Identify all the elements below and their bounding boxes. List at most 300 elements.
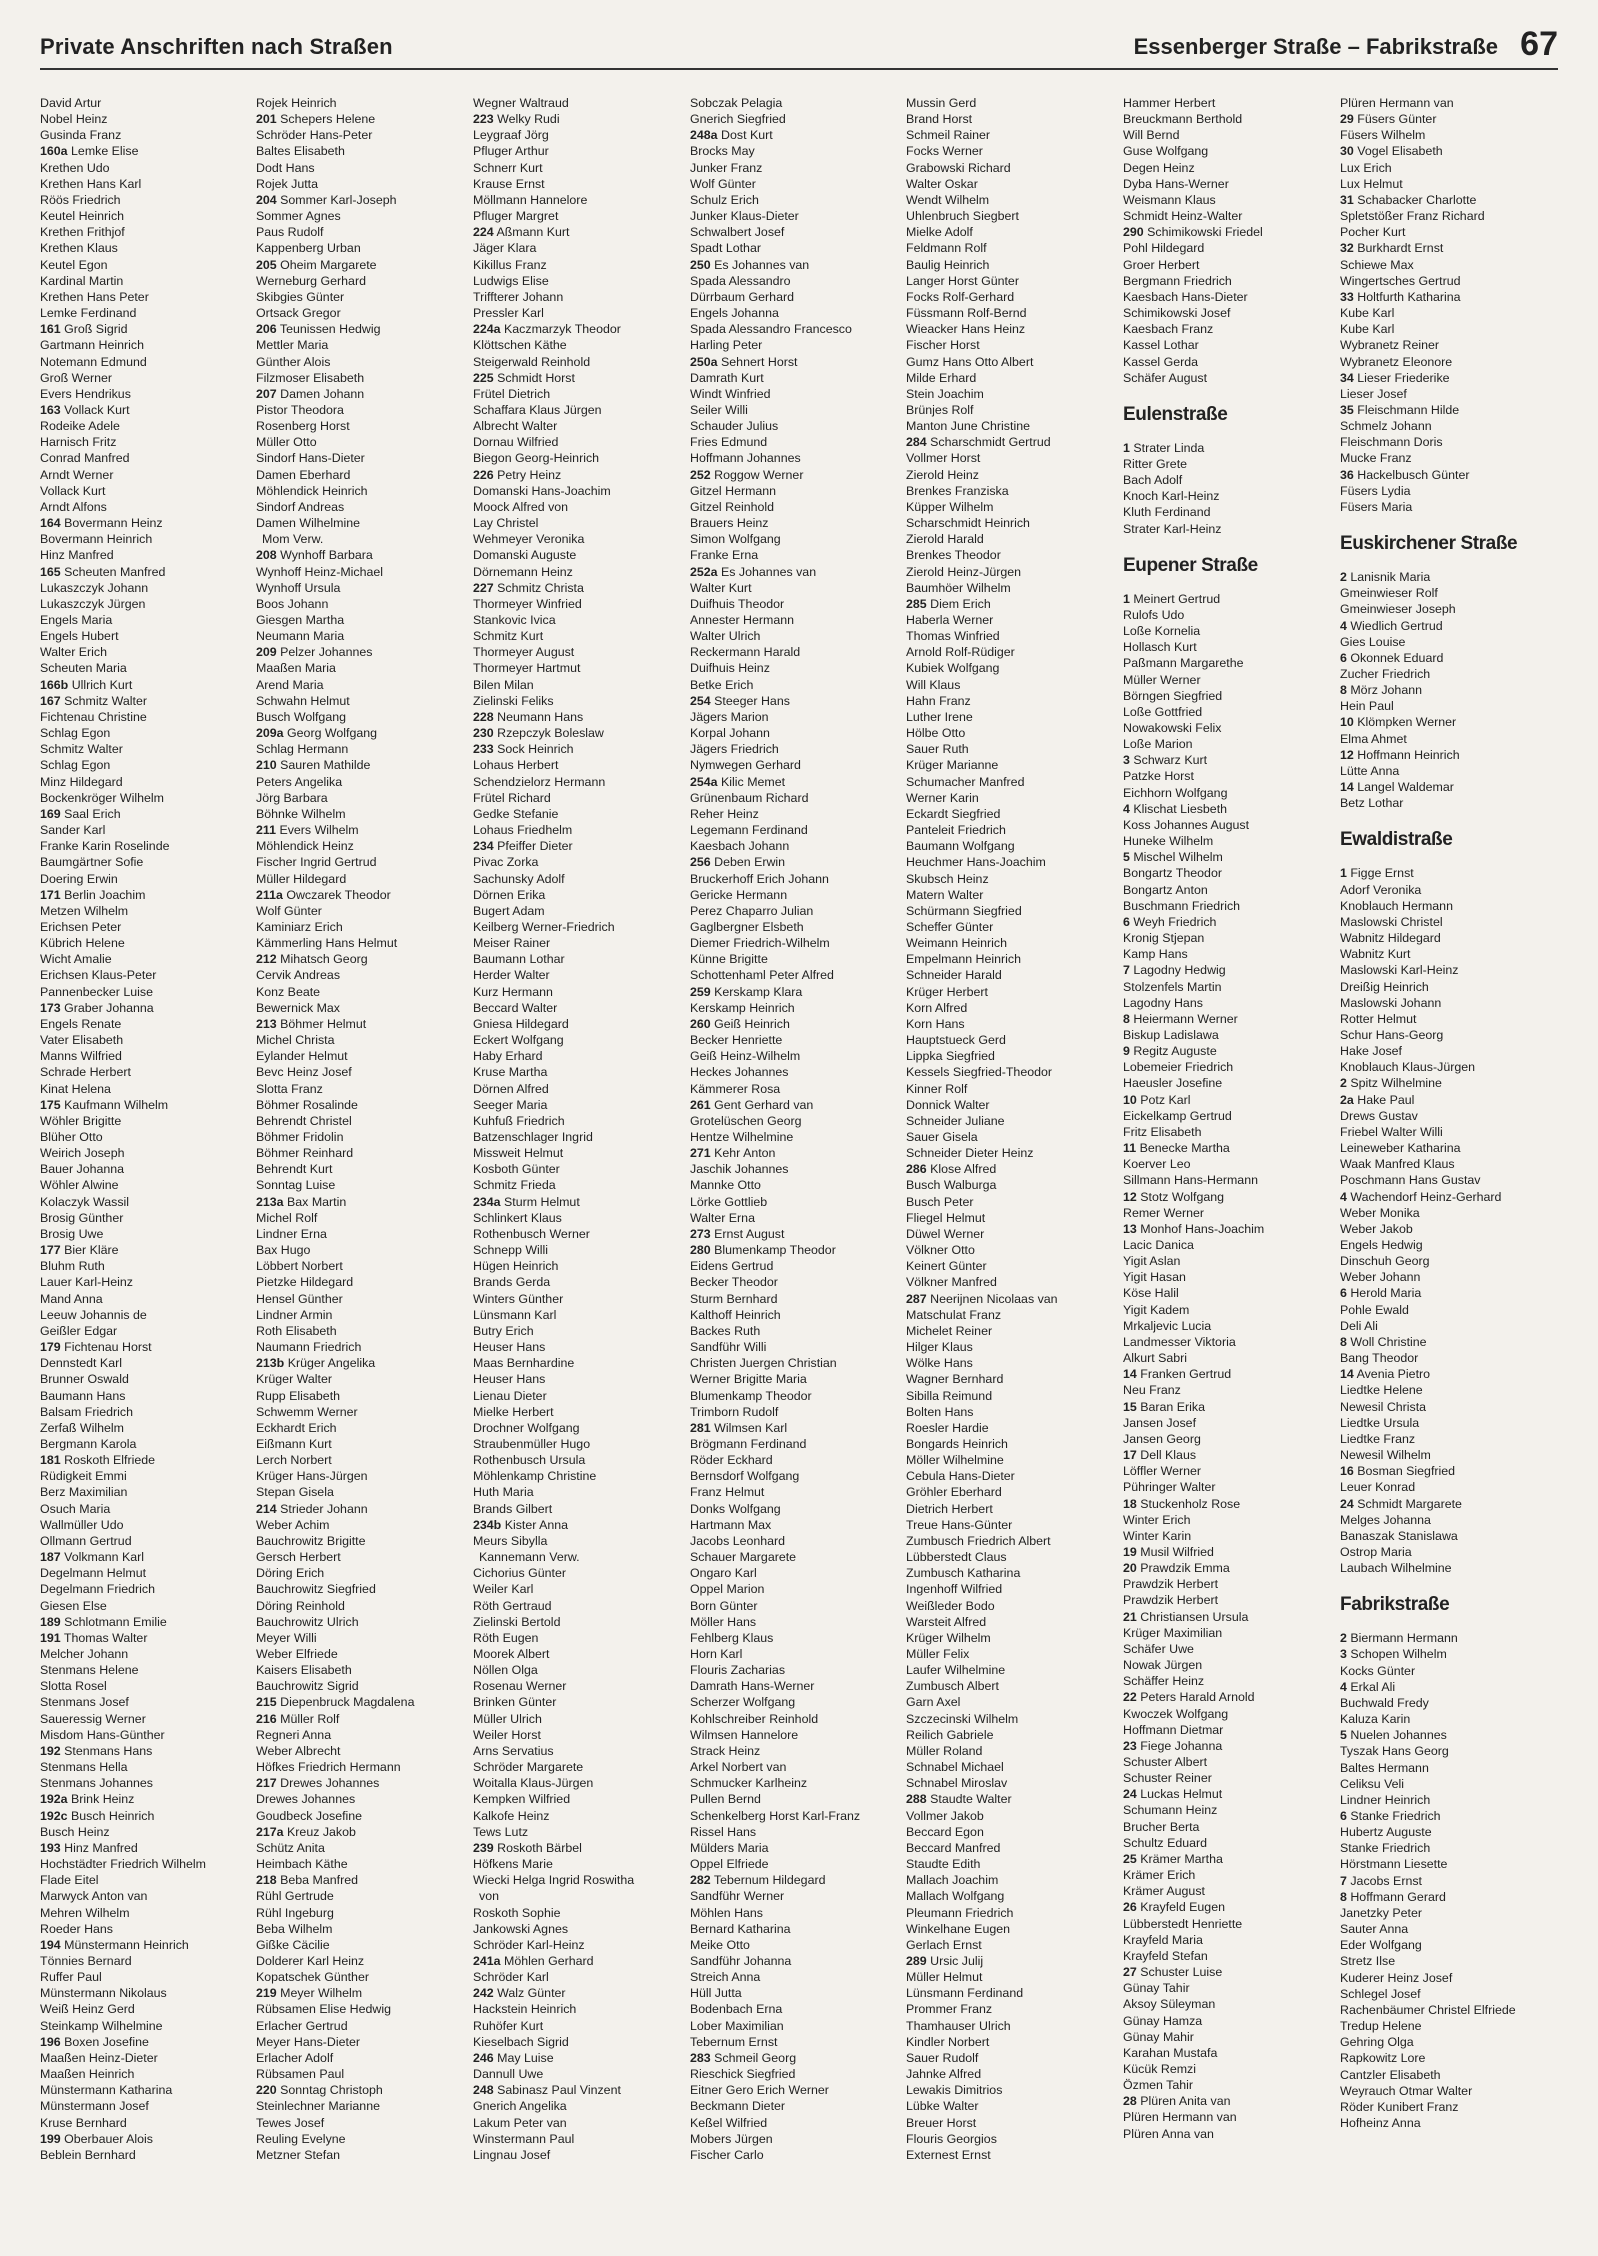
resident-entry bbox=[690, 935, 900, 951]
resident-entry bbox=[40, 564, 250, 580]
resident-entry bbox=[1340, 1824, 1550, 1840]
resident-name: Roggow Werner bbox=[714, 467, 804, 482]
column-2 bbox=[256, 95, 466, 2245]
resident-name: Dannull Uwe bbox=[473, 2067, 544, 2082]
resident-name: Hilger Klaus bbox=[906, 1340, 973, 1355]
resident-entry bbox=[473, 1937, 683, 1953]
resident-name: Beba Manfred bbox=[280, 1873, 358, 1888]
resident-entry bbox=[1123, 1140, 1333, 1156]
resident-entry bbox=[690, 1856, 900, 1872]
resident-name: Sauer Ruth bbox=[906, 742, 969, 757]
resident-entry bbox=[1123, 370, 1333, 386]
resident-entry bbox=[690, 1872, 900, 1888]
resident-name: Rissel Hans bbox=[690, 1824, 757, 1839]
resident-entry bbox=[256, 838, 466, 854]
resident-entry bbox=[690, 1985, 900, 2001]
resident-entry bbox=[473, 418, 683, 434]
resident-name: Dörnen Erika bbox=[473, 887, 546, 902]
resident-entry bbox=[1123, 1512, 1333, 1528]
house-number: 273 bbox=[690, 1226, 711, 1241]
resident-name: Schröder Margarete bbox=[473, 1760, 584, 1775]
resident-entry bbox=[40, 337, 250, 353]
resident-name: Kämmerling Hans Helmut bbox=[256, 936, 398, 951]
resident-name: Maslowski Christel bbox=[1340, 914, 1443, 929]
resident-entry bbox=[906, 1921, 1116, 1937]
resident-entry bbox=[1123, 898, 1333, 914]
resident-entry bbox=[690, 547, 900, 563]
resident-entry bbox=[1123, 1205, 1333, 1221]
resident-name: Heuser Hans bbox=[473, 1372, 546, 1387]
resident-name: Pleumann Friedrich bbox=[906, 1905, 1014, 1920]
resident-entry bbox=[1340, 1727, 1550, 1743]
resident-entry bbox=[906, 1662, 1116, 1678]
resident-name: Möhlen Gerhard bbox=[504, 1953, 594, 1968]
resident-entry bbox=[690, 1565, 900, 1581]
resident-name: Damrath Kurt bbox=[690, 370, 764, 385]
resident-name: Volkmann Karl bbox=[64, 1550, 145, 1565]
resident-name: Mülders Maria bbox=[690, 1840, 769, 1855]
resident-entry bbox=[256, 1404, 466, 1420]
resident-entry bbox=[906, 2066, 1116, 2082]
resident-entry bbox=[906, 644, 1116, 660]
house-number: 241a bbox=[473, 1953, 501, 1968]
resident-entry bbox=[473, 1145, 683, 1161]
resident-name: Bergmann Karola bbox=[40, 1436, 137, 1451]
resident-name: Wilmsen Karl bbox=[714, 1420, 788, 1435]
resident-entry bbox=[1123, 1302, 1333, 1318]
resident-name: Kannemann Verw. bbox=[479, 1550, 580, 1565]
resident-entry bbox=[1123, 273, 1333, 289]
resident-entry bbox=[473, 2050, 683, 2066]
resident-entry bbox=[1340, 1059, 1550, 1075]
resident-entry bbox=[1123, 1027, 1333, 1043]
resident-name: Seiler Willi bbox=[690, 402, 748, 417]
resident-entry bbox=[690, 143, 900, 159]
resident-entry bbox=[690, 402, 900, 418]
resident-entry bbox=[40, 790, 250, 806]
resident-name: Schiewe Max bbox=[1340, 257, 1414, 272]
resident-entry bbox=[690, 1484, 900, 1500]
house-number: 5 bbox=[1123, 850, 1130, 865]
resident-name: Löbbert Norbert bbox=[256, 1259, 343, 1274]
resident-entry bbox=[690, 1501, 900, 1517]
resident-entry bbox=[1340, 1140, 1550, 1156]
resident-entry bbox=[473, 1517, 683, 1533]
resident-entry bbox=[690, 1743, 900, 1759]
resident-entry bbox=[690, 1630, 900, 1646]
resident-entry bbox=[256, 1242, 466, 1258]
resident-name: Biegon Georg-Heinrich bbox=[473, 451, 600, 466]
resident-entry bbox=[40, 1452, 250, 1468]
resident-entry bbox=[1340, 1889, 1550, 1905]
resident-entry bbox=[1123, 1867, 1333, 1883]
resident-entry bbox=[1123, 2045, 1333, 2061]
resident-name: Es Johannes van bbox=[714, 257, 810, 272]
resident-name: Rübsamen Elise Hedwig bbox=[256, 2002, 391, 2017]
resident-entry bbox=[473, 951, 683, 967]
resident-entry bbox=[40, 483, 250, 499]
resident-entry bbox=[906, 2115, 1116, 2131]
resident-name: Damen Wilhelmine bbox=[256, 516, 360, 531]
resident-entry bbox=[473, 2098, 683, 2114]
resident-entry bbox=[473, 1032, 683, 1048]
resident-name: Arkel Norbert van bbox=[690, 1760, 787, 1775]
resident-entry bbox=[690, 2066, 900, 2082]
resident-name: Günther Alois bbox=[256, 354, 331, 369]
resident-entry bbox=[473, 467, 683, 483]
resident-entry bbox=[1123, 111, 1333, 127]
house-number: 192a bbox=[40, 1792, 68, 1807]
resident-entry bbox=[1123, 1948, 1333, 1964]
resident-name: Schaffara Klaus Jürgen bbox=[473, 402, 602, 417]
resident-name: Scharschmidt Heinrich bbox=[906, 516, 1030, 531]
resident-name: Bax Hugo bbox=[256, 1243, 311, 1258]
resident-entry bbox=[40, 1242, 250, 1258]
resident-name: Liedtke Helene bbox=[1340, 1383, 1423, 1398]
resident-name: Gmeinwieser Joseph bbox=[1340, 602, 1456, 617]
resident-entry bbox=[473, 2082, 683, 2098]
resident-name: Kücük Remzi bbox=[1123, 2061, 1196, 2076]
resident-entry bbox=[1123, 1899, 1333, 1915]
resident-entry bbox=[473, 1985, 683, 2001]
resident-name: Oheim Margarete bbox=[280, 257, 377, 272]
resident-entry bbox=[1123, 2061, 1333, 2077]
resident-entry bbox=[40, 1129, 250, 1145]
resident-name: Behrendt Christel bbox=[256, 1113, 352, 1128]
resident-entry bbox=[40, 1371, 250, 1387]
house-number: 194 bbox=[40, 1937, 61, 1952]
resident-entry bbox=[40, 1436, 250, 1452]
resident-name: Schrade Herbert bbox=[40, 1065, 131, 1080]
resident-entry bbox=[40, 1565, 250, 1581]
resident-name: Giesen Else bbox=[40, 1598, 107, 1613]
resident-entry bbox=[906, 1711, 1116, 1727]
resident-name: Pietzke Hildegard bbox=[256, 1275, 354, 1290]
resident-name: Dolderer Karl Heinz bbox=[256, 1953, 365, 1968]
resident-name: Krüger Maximilian bbox=[1123, 1625, 1223, 1640]
resident-name: Keßel Wilfried bbox=[690, 2115, 768, 2130]
house-number: 179 bbox=[40, 1340, 61, 1355]
resident-name: Hollasch Kurt bbox=[1123, 640, 1197, 655]
resident-entry bbox=[690, 2098, 900, 2114]
resident-name: Degelmann Helmut bbox=[40, 1566, 147, 1581]
resident-entry bbox=[906, 1081, 1116, 1097]
resident-entry bbox=[1123, 1802, 1333, 1818]
resident-entry bbox=[906, 450, 1116, 466]
resident-entry bbox=[40, 531, 250, 547]
resident-name: Hinz Manfred bbox=[64, 1840, 138, 1855]
resident-name: Rodeike Adele bbox=[40, 419, 120, 434]
resident-name: Grabowski Richard bbox=[906, 160, 1011, 175]
resident-name: Yigit Hasan bbox=[1123, 1270, 1186, 1285]
resident-name: Schumacher Manfred bbox=[906, 774, 1025, 789]
resident-name: Schopen Wilhelm bbox=[1350, 1647, 1447, 1662]
resident-entry bbox=[1123, 1996, 1333, 2012]
resident-entry bbox=[906, 984, 1116, 1000]
resident-entry bbox=[256, 919, 466, 935]
resident-entry bbox=[1340, 2002, 1550, 2018]
house-number: 23 bbox=[1123, 1738, 1137, 1753]
resident-name: Matschulat Franz bbox=[906, 1307, 1002, 1322]
resident-name: Butry Erich bbox=[473, 1323, 534, 1338]
resident-entry bbox=[690, 2018, 900, 2034]
resident-entry bbox=[906, 143, 1116, 159]
resident-entry bbox=[473, 240, 683, 256]
resident-entry bbox=[906, 1872, 1116, 1888]
resident-name: Börngen Siegfried bbox=[1123, 688, 1223, 703]
resident-entry bbox=[40, 515, 250, 531]
resident-name: Scheuten Manfred bbox=[64, 564, 166, 579]
resident-name: Laufer Wilhelmine bbox=[906, 1663, 1006, 1678]
resident-name: Keilberg Werner-Friedrich bbox=[473, 919, 615, 934]
resident-name: Slotta Rosel bbox=[40, 1679, 107, 1694]
resident-name: Weiß Heinz Gerd bbox=[40, 2002, 135, 2017]
resident-name: Stuckenholz Rose bbox=[1140, 1496, 1241, 1511]
house-number: 246 bbox=[473, 2050, 494, 2065]
resident-name: Lünsmann Ferdinand bbox=[906, 1986, 1024, 2001]
resident-entry bbox=[256, 677, 466, 693]
resident-name: Thomas Winfried bbox=[906, 629, 1000, 644]
resident-entry bbox=[690, 919, 900, 935]
resident-name: Koerver Leo bbox=[1123, 1157, 1191, 1172]
resident-entry bbox=[1123, 521, 1333, 537]
resident-entry bbox=[690, 903, 900, 919]
resident-entry bbox=[906, 547, 1116, 563]
resident-name: Brosig Günther bbox=[40, 1210, 124, 1225]
resident-entry bbox=[1123, 1156, 1333, 1172]
resident-name: Drewes Johannes bbox=[256, 1792, 356, 1807]
resident-name: Krayfeld Stefan bbox=[1123, 1948, 1208, 1963]
resident-entry bbox=[906, 951, 1116, 967]
resident-name: Tönnies Bernard bbox=[40, 1953, 132, 1968]
resident-entry bbox=[40, 2098, 250, 2114]
resident-name: Knoblauch Klaus-Jürgen bbox=[1340, 1060, 1476, 1075]
house-number: 213a bbox=[256, 1194, 284, 1209]
resident-entry bbox=[1340, 795, 1550, 811]
resident-name: Bosman Siegfried bbox=[1357, 1464, 1456, 1479]
resident-entry bbox=[690, 1824, 900, 1840]
resident-name: Pfluger Margret bbox=[473, 209, 559, 224]
resident-entry bbox=[690, 838, 900, 854]
resident-name: Kübrich Helene bbox=[40, 936, 125, 951]
resident-entry bbox=[1123, 1253, 1333, 1269]
resident-entry bbox=[256, 741, 466, 757]
resident-name: Weyrauch Otmar Walter bbox=[1340, 2083, 1473, 2098]
resident-entry bbox=[906, 321, 1116, 337]
resident-entry bbox=[1340, 1970, 1550, 1986]
resident-name: Sindorf Hans-Dieter bbox=[256, 451, 365, 466]
resident-entry bbox=[473, 935, 683, 951]
resident-name: Ostrop Maria bbox=[1340, 1544, 1412, 1559]
resident-name: Berz Maximilian bbox=[40, 1485, 128, 1500]
resident-entry bbox=[256, 208, 466, 224]
resident-name: Roeder Hans bbox=[40, 1921, 114, 1936]
resident-name: Bernard Katharina bbox=[690, 1921, 791, 1936]
resident-entry bbox=[1123, 639, 1333, 655]
resident-name: Kassel Lothar bbox=[1123, 338, 1199, 353]
resident-entry bbox=[473, 1791, 683, 1807]
resident-name: Zucher Friedrich bbox=[1340, 667, 1431, 681]
resident-name: Lacic Danica bbox=[1123, 1238, 1194, 1252]
resident-entry bbox=[690, 1258, 900, 1274]
resident-entry bbox=[906, 1097, 1116, 1113]
resident-entry bbox=[473, 1064, 683, 1080]
resident-name: Tewes Josef bbox=[256, 2115, 325, 2130]
resident-name: Meurs Sibylla bbox=[473, 1533, 548, 1548]
resident-name: Gedke Stefanie bbox=[473, 806, 559, 821]
resident-entry bbox=[473, 127, 683, 143]
resident-name: Maas Bernhardine bbox=[473, 1356, 575, 1371]
resident-entry bbox=[473, 483, 683, 499]
resident-name: Loße Kornelia bbox=[1123, 624, 1201, 639]
resident-entry bbox=[1123, 704, 1333, 720]
resident-name: Mielke Adolf bbox=[906, 225, 973, 240]
resident-entry bbox=[256, 2131, 466, 2147]
resident-name: Schneider Dieter Heinz bbox=[906, 1146, 1034, 1161]
resident-name: Röth Gertraud bbox=[473, 1598, 552, 1613]
resident-entry bbox=[906, 2147, 1116, 2163]
resident-entry bbox=[40, 1711, 250, 1727]
resident-name: Schwahn Helmut bbox=[256, 693, 350, 708]
resident-entry bbox=[40, 612, 250, 628]
resident-name: Sander Karl bbox=[40, 823, 106, 838]
resident-entry bbox=[40, 192, 250, 208]
resident-name: Lanisnik Maria bbox=[1350, 570, 1431, 585]
resident-entry bbox=[40, 1274, 250, 1290]
resident-name: Thormeyer Winfried bbox=[473, 596, 582, 611]
resident-entry bbox=[690, 531, 900, 547]
resident-entry bbox=[906, 1016, 1116, 1032]
resident-entry bbox=[256, 693, 466, 709]
resident-entry bbox=[1340, 882, 1550, 898]
resident-name: Franke Erna bbox=[690, 548, 759, 563]
resident-name: Wiecki Helga Ingrid Roswitha bbox=[473, 1873, 635, 1888]
resident-name: Newesil Wilhelm bbox=[1340, 1448, 1431, 1463]
resident-name: Damen Eberhard bbox=[256, 467, 351, 482]
resident-name: Sauren Mathilde bbox=[280, 758, 371, 773]
resident-name: Roskoth Elfriede bbox=[64, 1453, 156, 1468]
resident-entry bbox=[690, 741, 900, 757]
resident-name: Roskoth Bärbel bbox=[497, 1840, 582, 1855]
resident-name: Schwemm Werner bbox=[256, 1404, 358, 1419]
resident-name: Sehnert Horst bbox=[721, 354, 798, 369]
resident-name: Meyer Hans-Dieter bbox=[256, 2034, 360, 2049]
resident-entry bbox=[256, 2082, 466, 2098]
resident-name: Münstermann Katharina bbox=[40, 2083, 173, 2098]
resident-name: Skibgies Günter bbox=[256, 289, 345, 304]
resident-entry bbox=[256, 1032, 466, 1048]
resident-name: Hoffmann Dietmar bbox=[1123, 1722, 1224, 1737]
resident-entry bbox=[473, 1969, 683, 1985]
house-number: 30 bbox=[1340, 144, 1354, 159]
resident-entry bbox=[1340, 2018, 1550, 2034]
resident-entry bbox=[1123, 1964, 1333, 1980]
resident-entry bbox=[906, 257, 1116, 273]
resident-name: Lübberstedt Henriette bbox=[1123, 1916, 1243, 1931]
resident-entry bbox=[473, 1888, 683, 1904]
resident-entry bbox=[256, 1129, 466, 1145]
resident-name: Rzepczyk Boleslaw bbox=[497, 726, 604, 741]
resident-name: Hofheinz Anna bbox=[1340, 2115, 1421, 2130]
resident-entry bbox=[473, 1630, 683, 1646]
resident-name: Schmidt Margarete bbox=[1357, 1496, 1462, 1511]
house-number: 233 bbox=[473, 742, 494, 757]
resident-name: Erichsen Peter bbox=[40, 919, 122, 934]
resident-name: Strack Heinz bbox=[690, 1743, 761, 1758]
resident-entry bbox=[40, 838, 250, 854]
resident-name: Baran Erika bbox=[1140, 1399, 1205, 1414]
resident-name: Weißleder Bodo bbox=[906, 1598, 995, 1613]
resident-entry bbox=[906, 709, 1116, 725]
resident-entry bbox=[1340, 1776, 1550, 1792]
resident-name: Hinz Manfred bbox=[40, 548, 114, 563]
resident-entry bbox=[40, 1307, 250, 1323]
resident-name: Schlinkert Klaus bbox=[473, 1210, 562, 1225]
resident-name: Diem Erich bbox=[930, 596, 991, 611]
resident-entry bbox=[690, 111, 900, 127]
resident-entry bbox=[1123, 2029, 1333, 2045]
resident-entry bbox=[40, 1743, 250, 1759]
resident-entry bbox=[1340, 2034, 1550, 2050]
resident-name: Biskup Ladislawa bbox=[1123, 1027, 1219, 1042]
resident-entry bbox=[256, 224, 466, 240]
resident-name: Lux Helmut bbox=[1340, 176, 1403, 191]
resident-entry bbox=[473, 596, 683, 612]
resident-name: Sobczak Pelagia bbox=[690, 96, 783, 110]
resident-name: Lübke Walter bbox=[906, 2099, 979, 2114]
resident-name: Krayfeld Maria bbox=[1123, 1932, 1203, 1947]
resident-name: Lukaszczyk Jürgen bbox=[40, 596, 146, 611]
resident-entry bbox=[690, 208, 900, 224]
resident-name: Schulz Erich bbox=[690, 192, 759, 207]
resident-name: Gniesa Hildegard bbox=[473, 1016, 569, 1031]
resident-name: Zielinski Feliks bbox=[473, 693, 554, 708]
resident-entry bbox=[906, 2050, 1116, 2066]
resident-name: Schröder Karl-Heinz bbox=[473, 1937, 585, 1952]
resident-name: Hackstein Heinrich bbox=[473, 2002, 577, 2017]
resident-entry bbox=[906, 887, 1116, 903]
resident-name: Sommer Agnes bbox=[256, 209, 341, 224]
house-number: 287 bbox=[906, 1291, 927, 1306]
resident-name: Hüll Jutta bbox=[690, 1986, 742, 2001]
resident-entry bbox=[473, 1097, 683, 1113]
resident-name: Baltes Hermann bbox=[1340, 1760, 1429, 1775]
house-number: 211a bbox=[256, 887, 283, 902]
resident-name: Krämer Martha bbox=[1140, 1851, 1223, 1866]
resident-entry bbox=[40, 1000, 250, 1016]
resident-entry bbox=[473, 176, 683, 192]
resident-entry bbox=[40, 709, 250, 725]
resident-name: Lingnau Josef bbox=[473, 2147, 551, 2162]
resident-entry bbox=[906, 1404, 1116, 1420]
resident-name: Heckes Johannes bbox=[690, 1065, 789, 1080]
directory-columns bbox=[40, 95, 1558, 2245]
resident-entry bbox=[256, 2001, 466, 2017]
resident-name: Vollack Kurt bbox=[64, 402, 130, 417]
resident-name: Müller Ulrich bbox=[473, 1711, 542, 1726]
resident-name: Kardinal Martin bbox=[40, 273, 124, 288]
house-number: 17 bbox=[1123, 1448, 1137, 1463]
resident-name: Cervik Andreas bbox=[256, 968, 341, 983]
resident-entry bbox=[473, 677, 683, 693]
resident-entry bbox=[40, 257, 250, 273]
resident-entry bbox=[1340, 1905, 1550, 1921]
resident-name: Newesil Christa bbox=[1340, 1399, 1427, 1414]
resident-name: Schäfer August bbox=[1123, 370, 1208, 385]
resident-name: Mand Anna bbox=[40, 1291, 103, 1306]
resident-name: Schumann Heinz bbox=[1123, 1803, 1218, 1818]
resident-name: Spadt Lothar bbox=[690, 241, 761, 256]
